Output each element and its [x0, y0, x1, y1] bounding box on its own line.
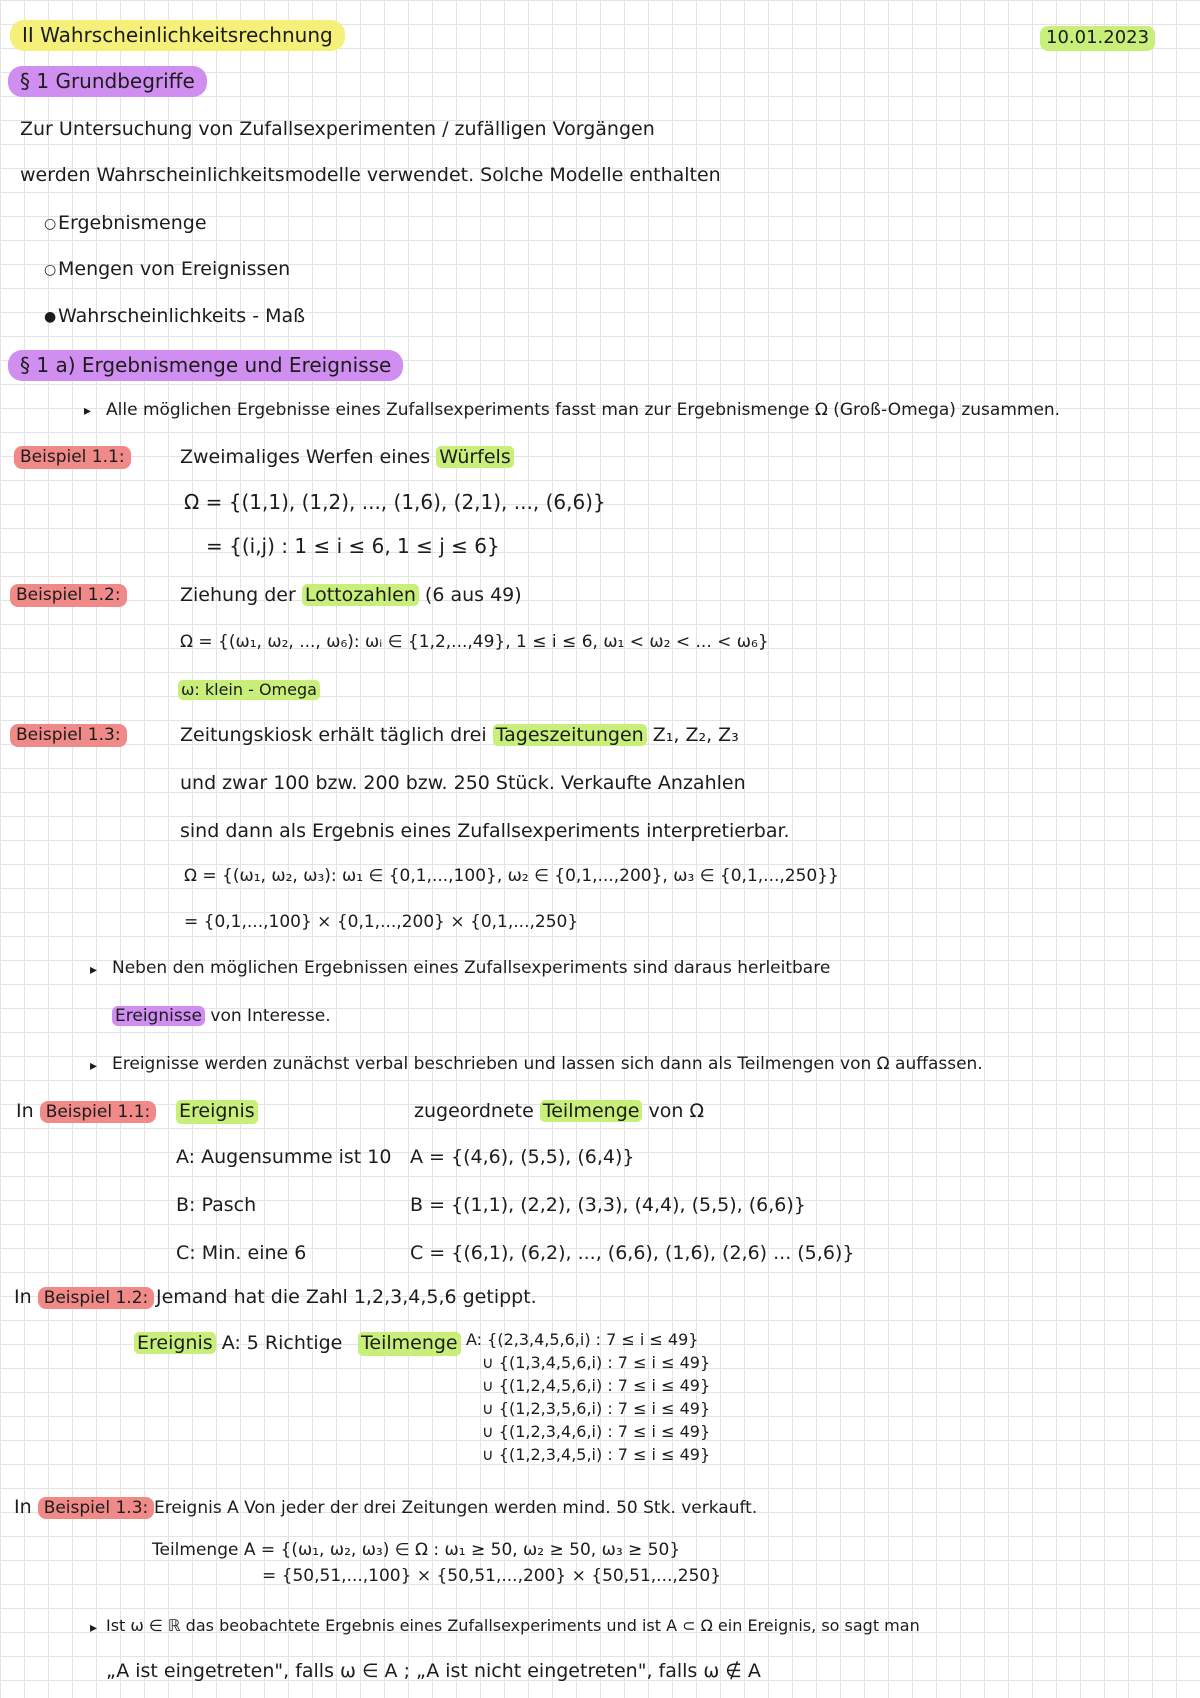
section-title: § 1 Grundbegriffe — [8, 66, 207, 97]
in-example-text: Jemand hat die Zahl 1,2,3,4,5,6 getippt. — [156, 1286, 537, 1308]
point-eingetreten-cont: „A ist eingetreten", falls ω ∈ A ; „A ist nicht eingetreten", falls ω ∉ A — [106, 1660, 761, 1682]
bullet-icon: ○ — [44, 216, 57, 232]
table-subset-b: B = {(1,1), (2,2), (3,3), (4,4), (5,5), (6,6)} — [410, 1194, 806, 1216]
in-example-label: In Beispiel 1.1: — [16, 1100, 156, 1124]
example-description: Zeitungskiosk erhält täglich drei Tageszeitungen Z₁, Z₂, Z₃ — [180, 724, 739, 746]
event-min-50: Ereignis A Von jeder der drei Zeitungen werden mind. 50 Stk. verkauft. — [154, 1498, 758, 1518]
note-omega: ω: klein - Omega — [178, 680, 320, 700]
subset-line: A: {(2,3,4,5,6,i) : 7 ≤ i ≤ 49} — [466, 1330, 699, 1349]
bullet-item: Ergebnismenge — [58, 212, 207, 234]
subset-line: ∪ {(1,2,4,5,6,i) : 7 ≤ i ≤ 49} — [482, 1376, 711, 1395]
subset-line: Teilmenge A = {(ω₁, ω₂, ω₃) ∈ Ω : ω₁ ≥ 50, ω₂ ≥ 50, ω₃ ≥ 50} — [152, 1540, 681, 1560]
intro-line-1: Zur Untersuchung von Zufallsexperimenten / zufälligen Vorgängen — [20, 118, 655, 140]
subset-line: ∪ {(1,2,3,5,6,i) : 7 ≤ i ≤ 49} — [482, 1399, 711, 1418]
formula-omega: Ω = {(ω₁, ω₂, ..., ω₆): ωᵢ ∈ {1,2,...,49}, 1 ≤ i ≤ 6, ω₁ < ω₂ < ... < ω₆} — [180, 632, 769, 652]
arrow-bullet-icon: ▸ — [90, 1058, 98, 1074]
example-text: sind dann als Ergebnis eines Zufallsexperiments interpretierbar. — [180, 820, 790, 842]
table-event-c: C: Min. eine 6 — [176, 1242, 307, 1264]
bullet-item: Wahrscheinlichkeits - Maß — [58, 305, 306, 327]
subset-line: = {50,51,...,100} × {50,51,...,200} × {50,51,...,250} — [262, 1566, 722, 1586]
event-five-correct: Ereignis A: 5 Richtige — [134, 1332, 342, 1356]
subset-label: Teilmenge — [358, 1332, 461, 1356]
subsection-title: § 1 a) Ergebnismenge und Ereignisse — [8, 350, 403, 381]
table-header-subset: zugeordnete Teilmenge von Ω — [414, 1100, 704, 1122]
example-label: Beispiel 1.1: — [14, 446, 131, 469]
in-example-label: In Beispiel 1.2: — [14, 1286, 154, 1310]
point-ergebnismenge: Alle möglichen Ergebnisse eines Zufallsexperiments fasst man zur Ergebnismenge Ω (Groß-Omega) zusammen. — [106, 400, 1061, 420]
point-ereignisse-cont: Ereignisse von Interesse. — [112, 1006, 331, 1027]
example-label: Beispiel 1.2: — [10, 584, 127, 607]
point-ereignisse: Neben den möglichen Ergebnissen eines Zufallsexperiments sind daraus herleitbare — [112, 958, 831, 978]
example-text: und zwar 100 bzw. 200 bzw. 250 Stück. Verkaufte Anzahlen — [180, 772, 746, 794]
subset-line: ∪ {(1,3,4,5,6,i) : 7 ≤ i ≤ 49} — [482, 1353, 711, 1372]
subset-line: ∪ {(1,2,3,4,6,i) : 7 ≤ i ≤ 49} — [482, 1422, 711, 1441]
formula-omega: Ω = {(1,1), (1,2), ..., (1,6), (2,1), ..., (6,6)} — [184, 490, 606, 514]
point-teilmengen: Ereignisse werden zunächst verbal beschrieben und lassen sich dann als Teilmengen von Ω auffassen. — [112, 1054, 983, 1074]
date: 10.01.2023 — [1040, 26, 1155, 51]
example-label: Beispiel 1.3: — [10, 724, 127, 747]
table-subset-c: C = {(6,1), (6,2), ..., (6,6), (1,6), (2,6) ... (5,6)} — [410, 1242, 855, 1264]
chapter-title: II Wahrscheinlichkeitsrechnung — [10, 20, 345, 51]
bullet-item: Mengen von Ereignissen — [58, 258, 291, 280]
in-example-label: In Beispiel 1.3: — [14, 1496, 154, 1520]
point-eingetreten: Ist ω ∈ ℝ das beobachtete Ergebnis eines Zufallsexperiments und ist A ⊂ Ω ein Ereignis, so sagt man — [106, 1616, 920, 1635]
table-event-b: B: Pasch — [176, 1194, 257, 1216]
table-header-event: Ereignis — [176, 1100, 258, 1124]
table-event-a: A: Augensumme ist 10 — [176, 1146, 392, 1168]
arrow-bullet-icon: ▸ — [84, 403, 92, 419]
arrow-bullet-icon: ▸ — [90, 1620, 98, 1636]
example-description: Zweimaliges Werfen eines Würfels — [180, 446, 514, 470]
formula-product: = {0,1,...,100} × {0,1,...,200} × {0,1,...,250} — [184, 912, 579, 932]
table-subset-a: A = {(4,6), (5,5), (6,4)} — [410, 1146, 635, 1168]
bullet-icon: ○ — [44, 262, 57, 278]
arrow-bullet-icon: ▸ — [90, 962, 98, 978]
bullet-icon: ● — [44, 309, 57, 325]
intro-line-2: werden Wahrscheinlichkeitsmodelle verwendet. Solche Modelle enthalten — [20, 164, 721, 186]
formula-omega: Ω = {(ω₁, ω₂, ω₃): ω₁ ∈ {0,1,...,100}, ω₂ ∈ {0,1,...,200}, ω₃ ∈ {0,1,...,250}} — [184, 866, 839, 886]
subset-line: ∪ {(1,2,3,4,5,i) : 7 ≤ i ≤ 49} — [482, 1445, 711, 1464]
example-description: Ziehung der Lottozahlen (6 aus 49) — [180, 584, 522, 606]
formula-omega-set: = {(i,j) : 1 ≤ i ≤ 6, 1 ≤ j ≤ 6} — [206, 534, 500, 558]
